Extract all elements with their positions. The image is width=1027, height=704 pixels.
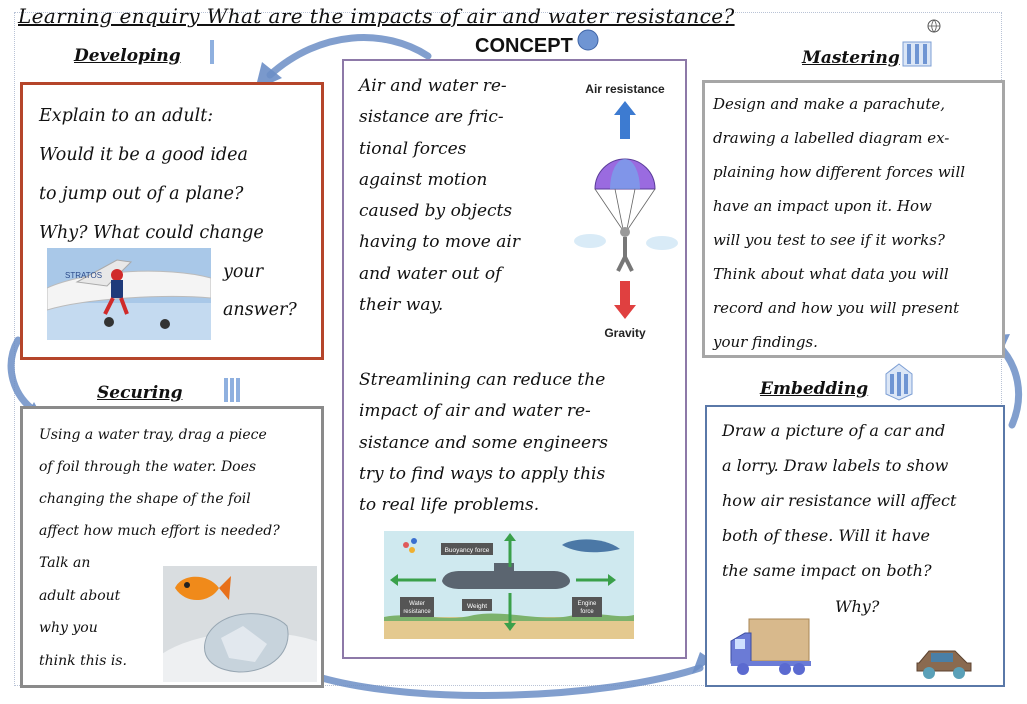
gravity-label: Gravity bbox=[604, 326, 646, 339]
page-title: Learning enquiry What are the impacts of air and water resistance? bbox=[18, 4, 735, 28]
securing-card bbox=[20, 406, 324, 688]
developing-card bbox=[20, 82, 324, 360]
securing-text: Using a water tray, drag a piece of foil through the water. Does changing the shape of the foil affect how much effort is needed? bbox=[39, 427, 280, 539]
level-bar-icon bbox=[210, 40, 214, 64]
mastering-heading: Mastering bbox=[802, 48, 900, 68]
plane-label: STRATOS bbox=[65, 271, 103, 280]
concept-text-1: Air and water re- sistance are fric- tional forces against motion caused by objects having to move air and water out of their way. bbox=[359, 76, 520, 316]
developing-text-end: your answer? bbox=[223, 262, 297, 320]
engine-force-label: Engine force bbox=[577, 601, 597, 615]
concept-card bbox=[342, 59, 687, 659]
skydiver-plane-image bbox=[47, 248, 211, 340]
level-bars-icon bbox=[884, 362, 914, 402]
lorry-image bbox=[727, 613, 817, 677]
level-bar-icon bbox=[236, 378, 240, 402]
embedding-text: Draw a picture of a car and a lorry. Draw labels to show how air resistance will affect both of these. Will it have the same impact on both? bbox=[722, 421, 957, 580]
fish-foil-image bbox=[163, 566, 317, 682]
submarine-diagram bbox=[384, 531, 634, 639]
water-resistance-label: Water resistance bbox=[403, 601, 431, 615]
embedding-text-end: Why? bbox=[835, 597, 880, 616]
arrow-down-icon bbox=[614, 281, 636, 319]
level-bars-icon bbox=[902, 34, 932, 68]
embedding-card bbox=[705, 405, 1005, 687]
parachute-diagram bbox=[570, 79, 680, 339]
circle-icon bbox=[576, 28, 600, 52]
buoyancy-label: Buoyancy force bbox=[444, 547, 490, 554]
developing-heading: Developing bbox=[74, 46, 181, 66]
mastering-text: Design and make a parachute, drawing a labelled diagram ex- plaining how different forces will have an impact upon it. How will you test to see if it works? Think about what data you will record and how you will present your findings. bbox=[713, 95, 966, 351]
mastering-card bbox=[702, 80, 1005, 358]
car-image bbox=[913, 639, 975, 681]
weight-label: Weight bbox=[466, 603, 488, 610]
concept-heading: CONCEPT bbox=[475, 35, 573, 57]
securing-text-end: Talk an adult about why you think this is. bbox=[39, 555, 127, 669]
level-bar-icon bbox=[224, 378, 228, 402]
level-bar-icon bbox=[230, 378, 234, 402]
air-resistance-label: Air resistance bbox=[585, 82, 665, 96]
concept-text-2: Streamlining can reduce the impact of air and water re- sistance and some engineers try to find ways to apply this to real life problems. bbox=[359, 370, 608, 516]
arrow-up-icon bbox=[614, 101, 636, 139]
embedding-heading: Embedding bbox=[760, 379, 869, 399]
securing-heading: Securing bbox=[97, 383, 183, 403]
developing-text: Explain to an adult: Would it be a good idea to jump out of a plane? Why? What could change bbox=[39, 106, 264, 243]
